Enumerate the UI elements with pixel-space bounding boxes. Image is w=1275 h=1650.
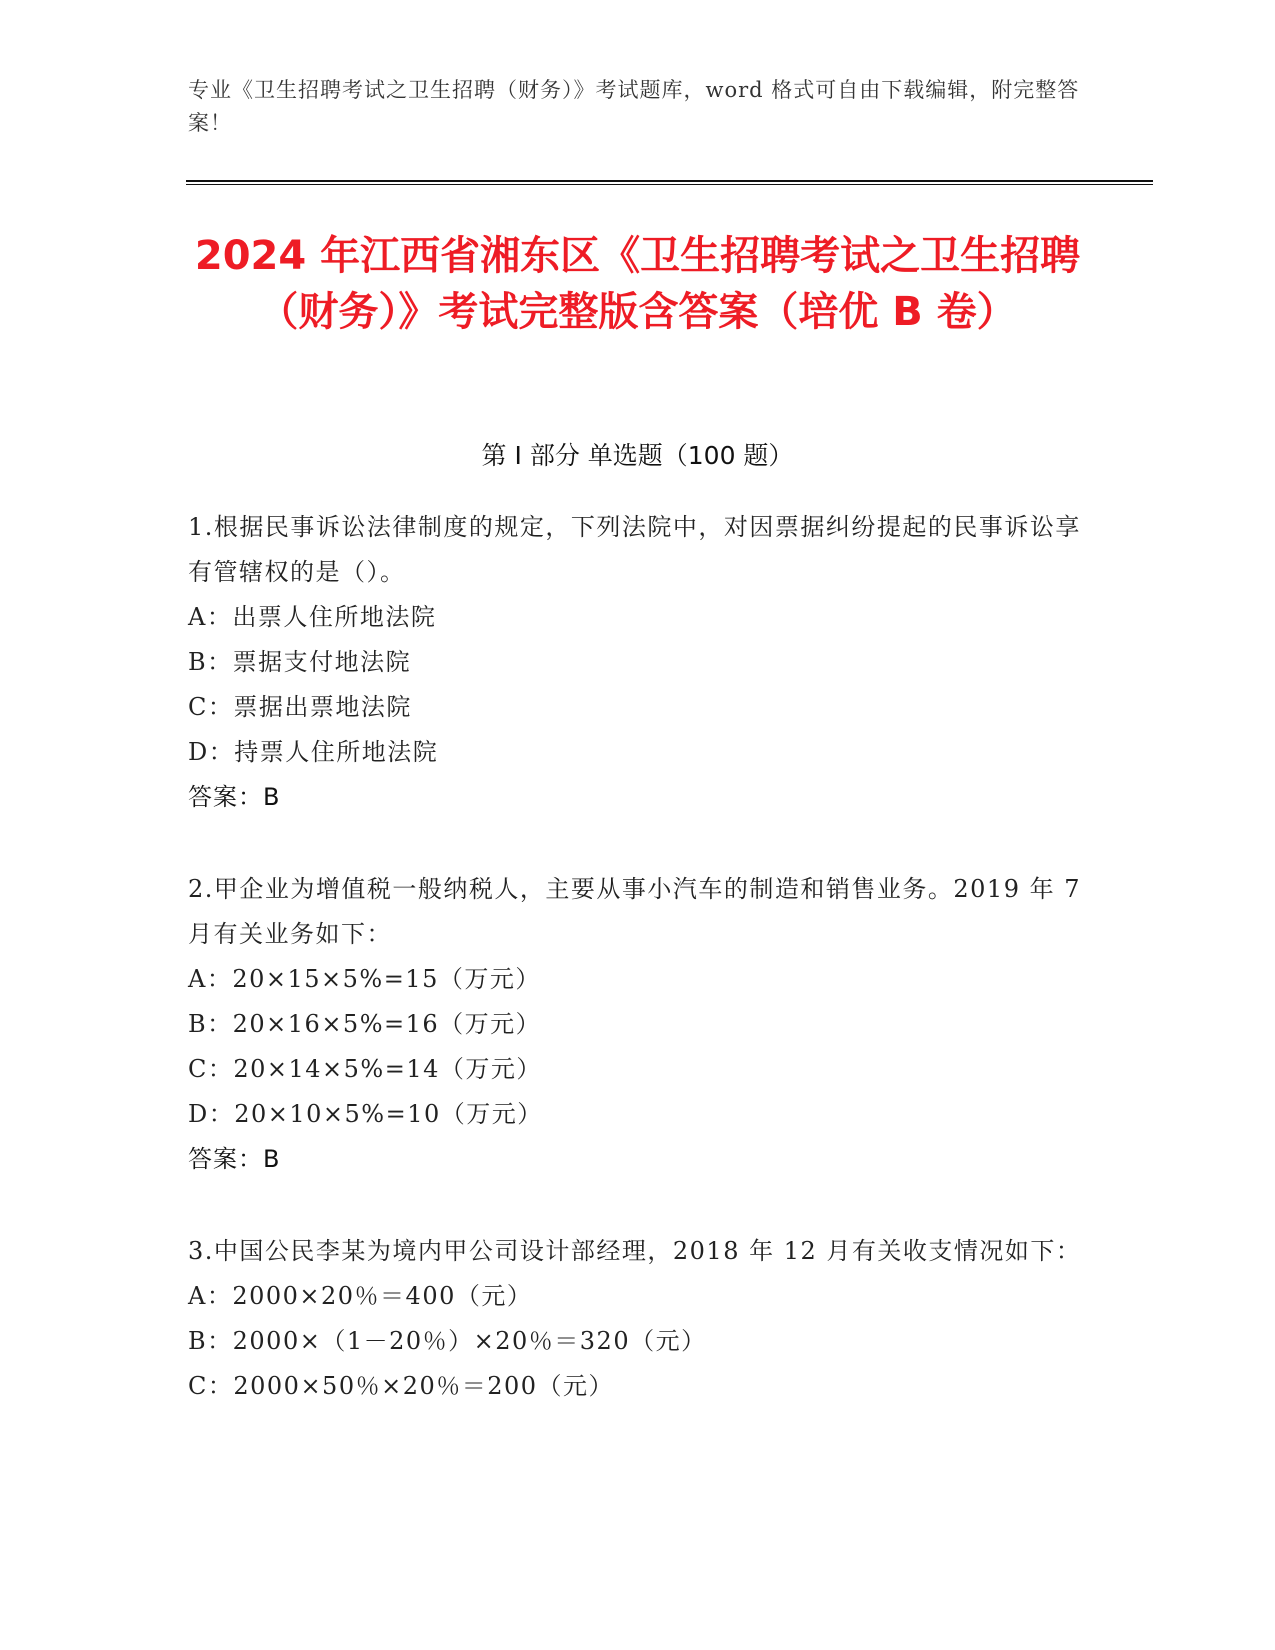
header-note: 专业《卫生招聘考试之卫生招聘（财务）》考试题库，word 格式可自由下载编辑，附完整答案！ [188, 78, 1080, 135]
option-a: A：2000×20％＝400（元） [188, 1282, 533, 1310]
option-c: C：票据出票地法院 [188, 693, 412, 721]
document-title: 2024 年江西省湘东区《卫生招聘考试之卫生招聘（财务）》考试完整版含答案（培优 B 卷） [194, 233, 1081, 335]
question-2 [188, 867, 1088, 1182]
question-3 [188, 1229, 1088, 1409]
answer: 答案：B [188, 1145, 281, 1173]
question-stem: 2.甲企业为增值税一般纳税人，主要从事小汽车的制造和销售业务。2019 年 7 月有关业务如下： [188, 875, 1082, 948]
answer: 答案：B [188, 783, 281, 811]
option-b: B：票据支付地法院 [188, 648, 412, 676]
option-c: C：20×14×5%=14（万元） [188, 1055, 542, 1083]
question-stem: 1.根据民事诉讼法律制度的规定，下列法院中，对因票据纠纷提起的民事诉讼享有管辖权的是（）。 [188, 513, 1081, 586]
option-d: D：20×10×5%=10（万元） [188, 1100, 543, 1128]
option-c: C：2000×50％×20％＝200（元） [188, 1372, 615, 1400]
option-a: A：20×15×5%=15（万元） [188, 965, 541, 993]
option-b: B：20×16×5%=16（万元） [188, 1010, 542, 1038]
option-b: B：2000×（1－20％）×20％＝320（元） [188, 1327, 707, 1355]
option-a: A：出票人住所地法院 [188, 603, 437, 631]
section-title: 第 I 部分 单选题（100 题） [481, 441, 794, 470]
question-stem: 3.中国公民李某为境内甲公司设计部经理，2018 年 12 月有关收支情况如下： [188, 1237, 1082, 1265]
question-1 [188, 505, 1088, 820]
option-d: D：持票人住所地法院 [188, 738, 439, 766]
header-divider-thin [186, 184, 1153, 185]
header-divider [186, 180, 1153, 182]
